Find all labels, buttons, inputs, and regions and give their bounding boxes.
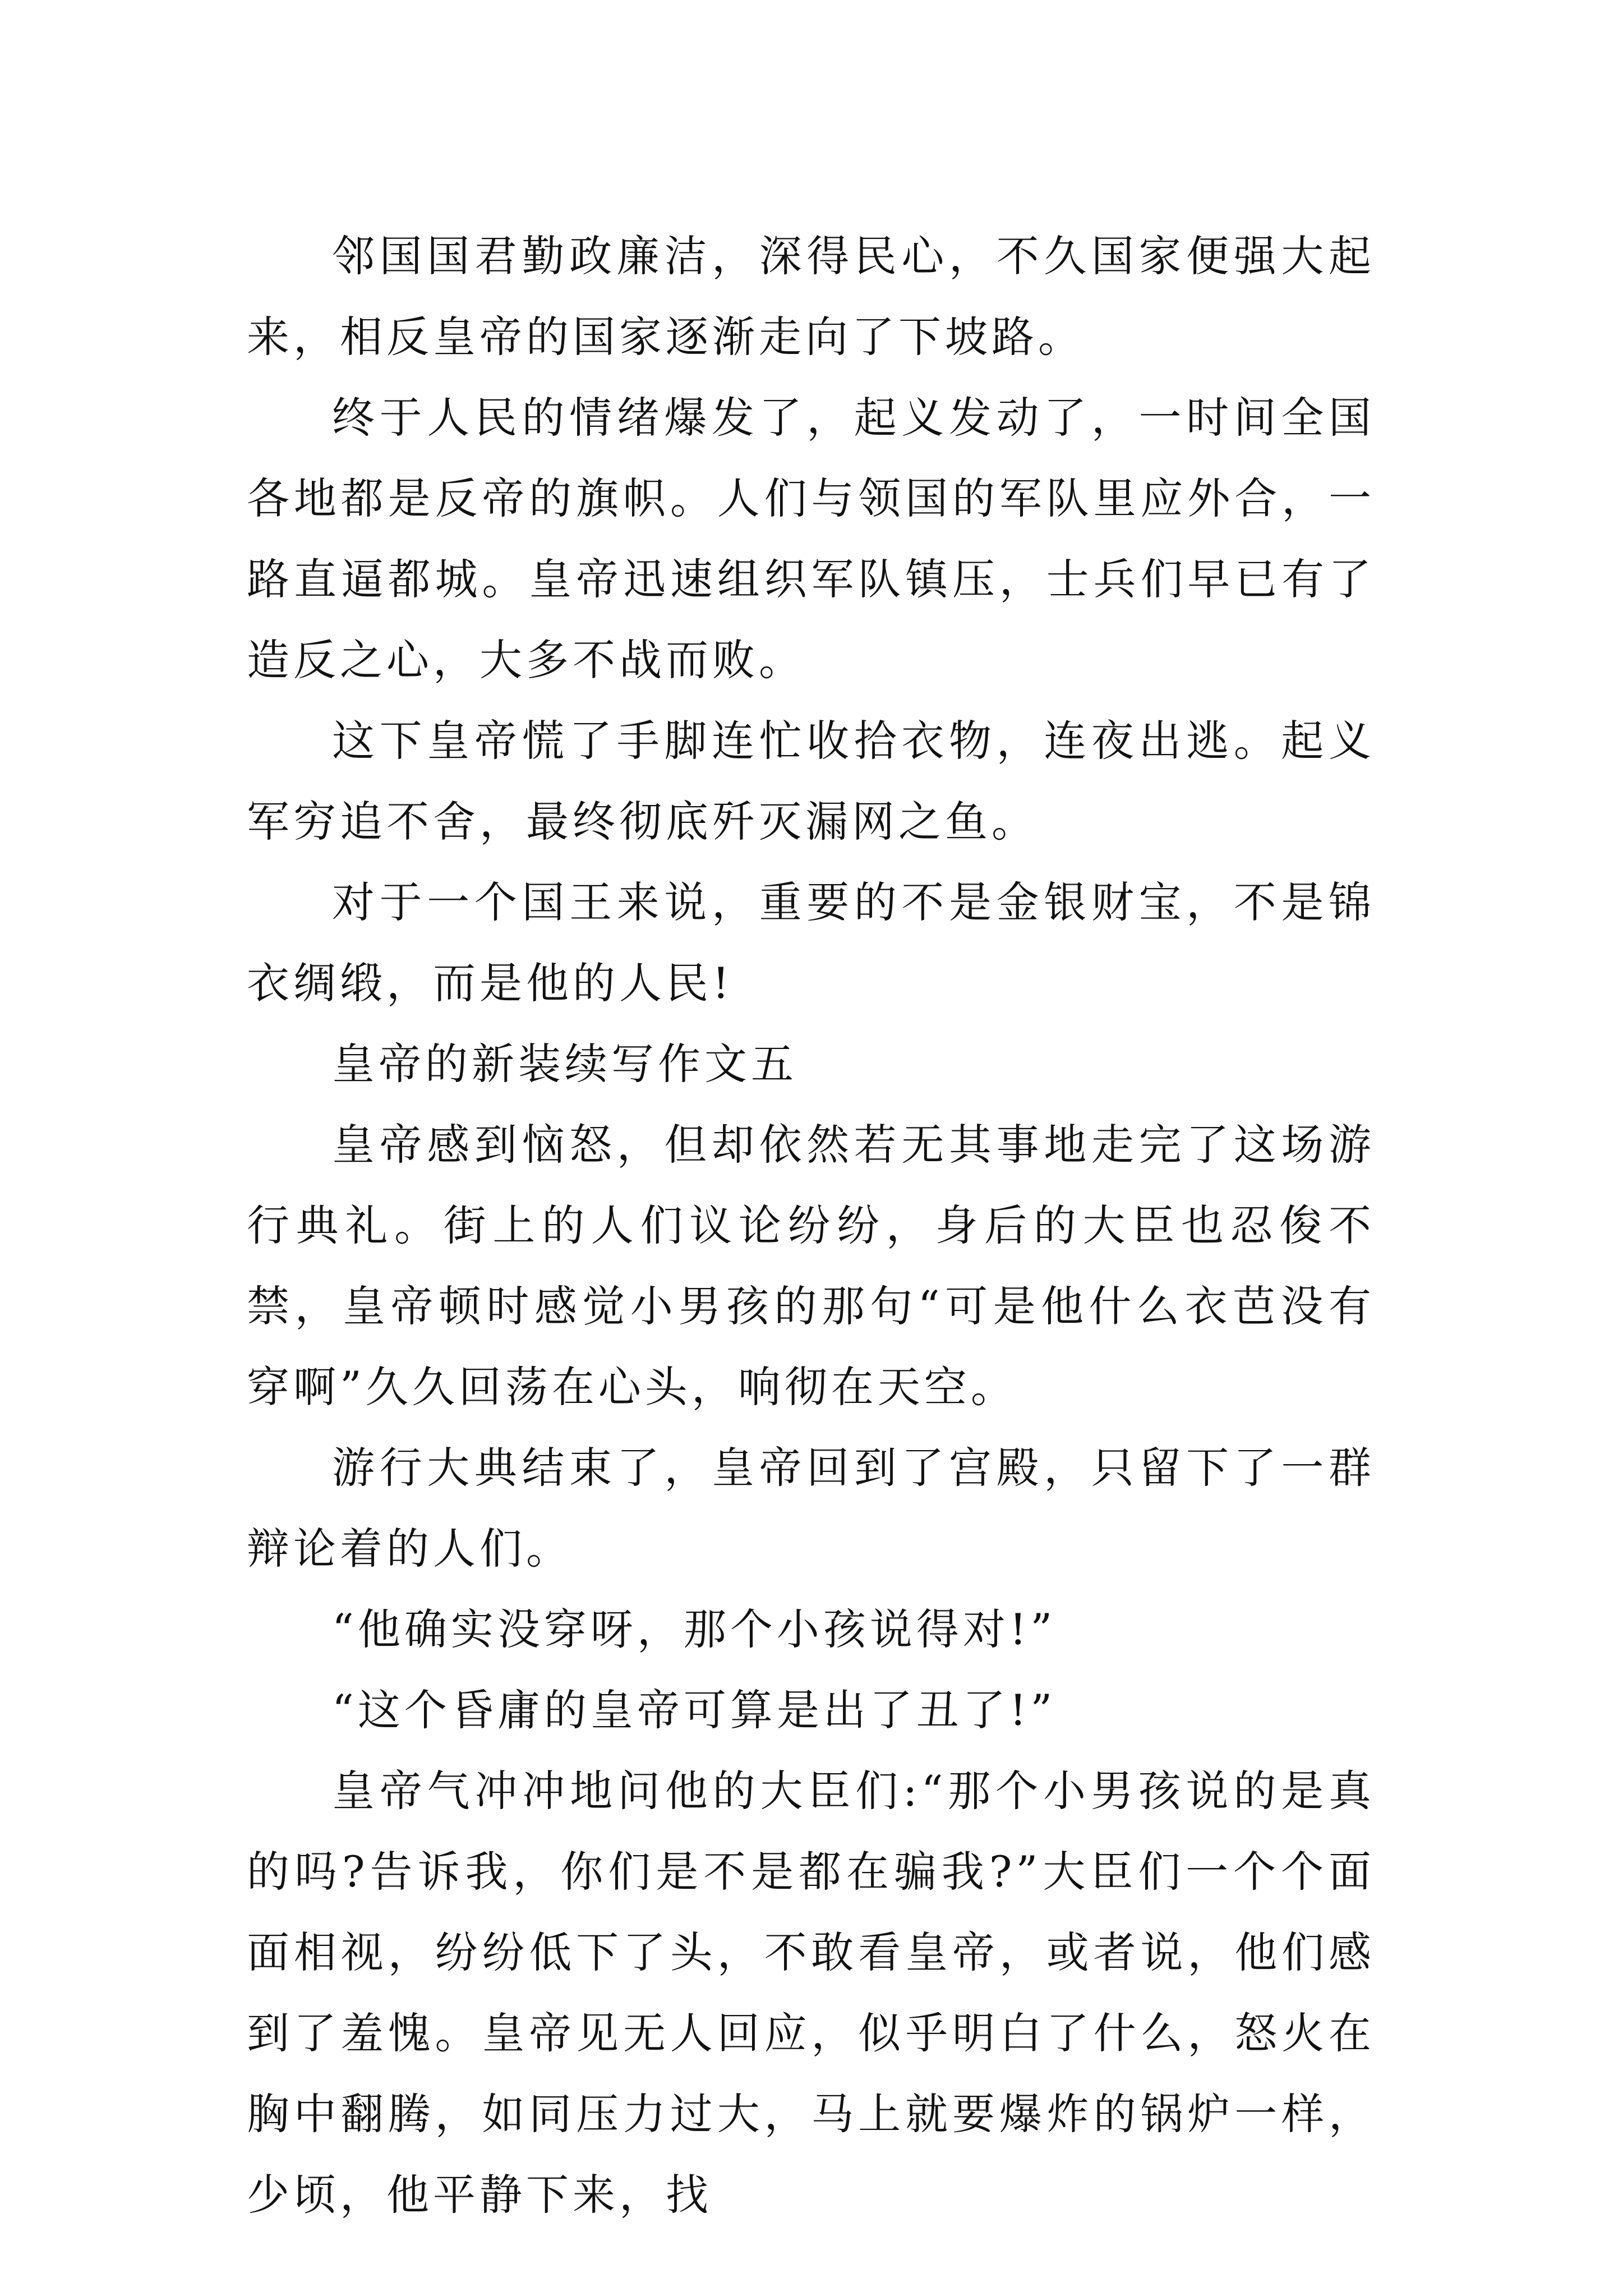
paragraph-1: 邻国国君勤政廉洁，深得民心，不久国家便强大起来，相反皇帝的国家逐渐走向了下坡路。: [247, 231, 1375, 362]
quote-2: “这个昏庸的皇帝可算是出了丑了!”: [332, 1685, 1057, 1735]
document-body: [247, 216, 1375, 2235]
paragraph-6: 游行大典结束了，皇帝回到了宫殿，只留下了一群辩论着的人们。: [247, 1443, 1375, 1573]
paragraph-4: 对于一个国王来说，重要的不是金银财宝，不是锦衣绸缎，而是他的人民!: [247, 877, 1375, 1008]
section-heading: 皇帝的新装续写作文五: [332, 1039, 797, 1089]
paragraph-5: 皇帝感到恼怒，但却依然若无其事地走完了这场游行典礼。街上的人们议论纷纷，身后的大臣也忍俊不禁，皇帝顿时感觉小男孩的那句“可是他什么衣芭没有穿啊”久久回荡在心头，响彻在天空。: [247, 1120, 1375, 1412]
quote-1: “他确实没穿呀，那个小孩说得对!”: [332, 1604, 1057, 1654]
paragraph-7: 皇帝气冲冲地问他的大臣们:“那个小男孩说的是真的吗?告诉我，你们是不是都在骗我?”大臣们一个个面面相视，纷纷低下了头，不敢看皇帝，或者说，他们感到了羞愧。皇帝见无人回应，似乎明白了什么，怒火在胸中翻腾，如同压力过大，马上就要爆炸的锅炉一样，少顷，他平静下来，找: [247, 1766, 1375, 2220]
paragraph-3: 这下皇帝慌了手脚连忙收拾衣物，连夜出逃。起义军穷追不舍，最终彻底歼灭漏网之鱼。: [247, 716, 1375, 846]
paragraph-2: 终于人民的情绪爆发了，起义发动了，一时间全国各地都是反帝的旗帜。人们与领国的军队里应外合，一路直逼都城。皇帝迅速组织军队镇压，士兵们早已有了造反之心，大多不战而败。: [247, 393, 1375, 685]
